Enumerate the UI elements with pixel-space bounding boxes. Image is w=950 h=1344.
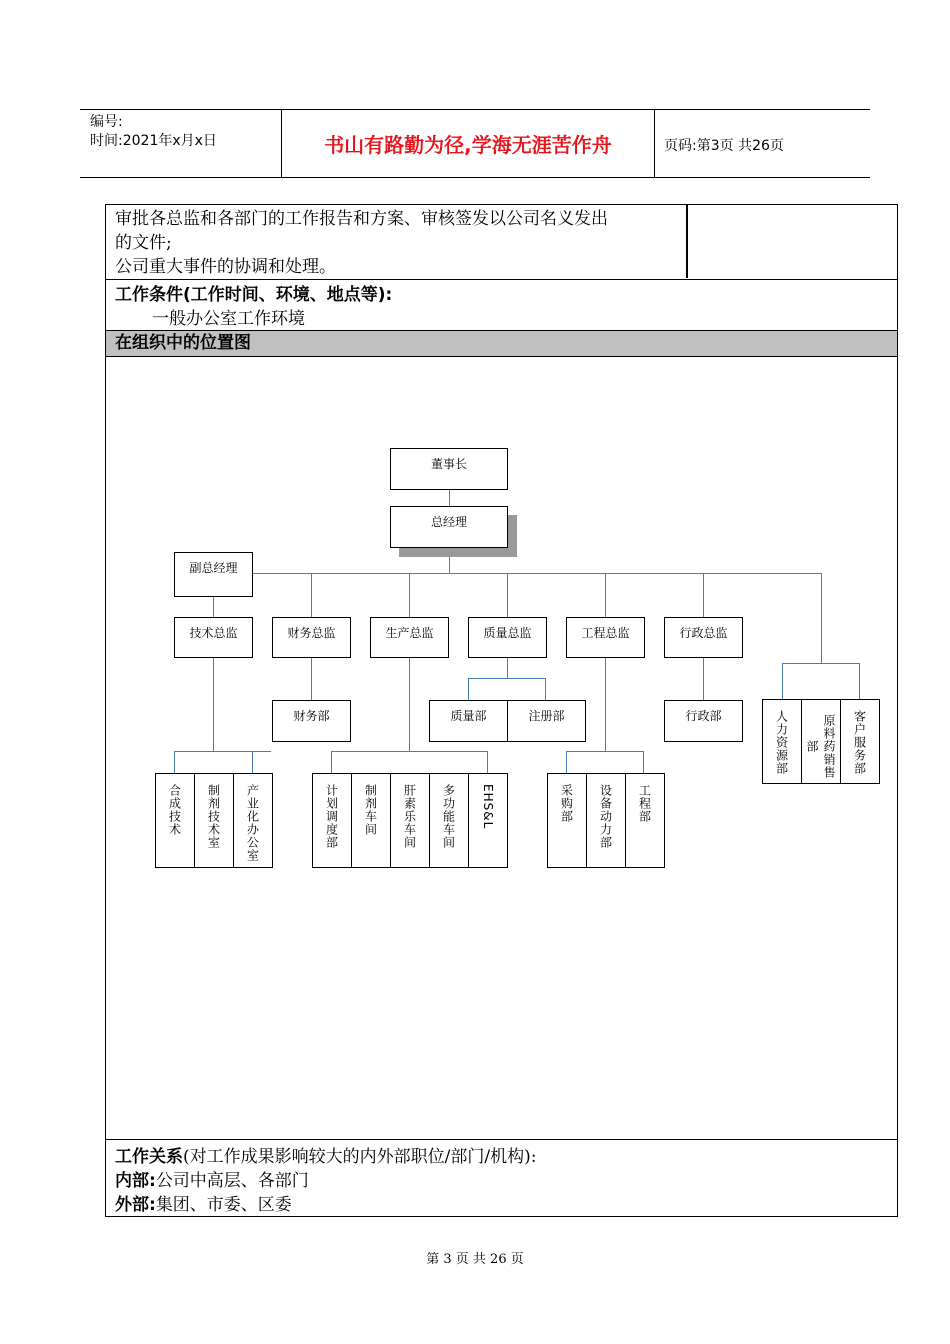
connector-line: [859, 663, 860, 699]
duties-line-1: 审批各总监和各部门的工作报告和方案、审核签发以公司名义发出: [115, 209, 608, 229]
api-sales-dept-label: 原料药销售部: [805, 714, 836, 779]
formulation-workshop-label: 制剂车间: [363, 784, 378, 836]
quality-director-box: 质量总监: [468, 617, 547, 658]
planning-dispatch-label: 计划调度部: [324, 784, 339, 849]
admin-director-box: 行政总监: [664, 617, 743, 658]
formulation-tech-room-box: [194, 773, 234, 868]
industrialization-office-box: [233, 773, 273, 868]
connector-line: [409, 573, 410, 617]
equipment-power-dept-label: 设备动力部: [598, 784, 613, 849]
duties-line-3: 公司重大事件的协调和处理。: [115, 257, 336, 277]
connector-line: [213, 597, 214, 617]
deputy-general-manager-box: 副总经理: [174, 552, 253, 597]
relations-title: 工作关系: [115, 1147, 183, 1167]
connector-line: [782, 663, 783, 699]
position-title: 在组织中的位置图: [115, 333, 251, 353]
relations-note: (对工作成果影响较大的内外部职位/部门/机构):: [183, 1147, 537, 1167]
connector-line: [545, 678, 546, 700]
procurement-dept-label: 采购部: [559, 784, 574, 823]
hr-dept-box: [762, 699, 802, 784]
heparin-workshop-label: 肝素乐车间: [402, 784, 417, 849]
connector-line: [643, 751, 644, 773]
synthesis-tech-box: [155, 773, 195, 868]
connector-line: [507, 573, 508, 617]
connector-line: [821, 573, 822, 663]
header-page-info: 页码:第3页 共26页: [664, 138, 784, 154]
connector-line: [566, 751, 567, 773]
connector-line: [174, 751, 271, 752]
connector-line: [703, 658, 704, 700]
document-number-label: 编号:: [90, 114, 123, 130]
connector-line: [174, 751, 175, 773]
internal-value: 公司中高层、各部门: [155, 1171, 309, 1191]
external-value: 集团、市委、区委: [155, 1195, 292, 1215]
connector-line: [703, 573, 704, 617]
engineering-dept-box: [625, 773, 665, 868]
formulation-workshop-box: [351, 773, 391, 868]
industrialization-office-label: 产业化办公室: [245, 784, 260, 862]
page-footer: 第 3 页 共 26 页: [426, 1252, 524, 1267]
external-relations: [115, 1194, 292, 1217]
document-time: 时间:2021年x月x日: [90, 133, 217, 149]
conditions-value: 一般办公室工作环境: [152, 309, 305, 329]
formulation-tech-room-label: 制剂技术室: [206, 784, 221, 849]
header-motto: 书山有路勤为径,学海无涯苦作舟: [324, 133, 612, 157]
api-sales-dept-box: [801, 699, 841, 784]
multifunction-workshop-box: [429, 773, 469, 868]
connector-line: [252, 751, 253, 773]
connector-line: [782, 663, 860, 664]
connector-line: [468, 678, 546, 679]
connector-line: [331, 751, 332, 773]
chairman-box: 董事长: [390, 448, 508, 490]
customer-service-dept-label: 客户服务部: [852, 710, 867, 775]
conditions-title: 工作条件(工作时间、环境、地点等):: [115, 285, 393, 305]
connector-line: [311, 573, 312, 617]
internal-relations: [115, 1170, 309, 1193]
table-rule: [105, 1139, 898, 1140]
connector-line: [311, 658, 312, 700]
quality-dept-box: 质量部: [429, 700, 508, 742]
connector-line: [468, 678, 469, 700]
hr-dept-label: 人力资源部: [774, 710, 789, 775]
relations-heading: [115, 1146, 536, 1169]
connector-line: [213, 658, 214, 751]
connector-line: [409, 658, 410, 751]
finance-dept-box: 财务部: [272, 700, 351, 742]
engineering-dept-label: 工程部: [637, 784, 652, 823]
technical-director-box: 技术总监: [174, 617, 253, 658]
connector-line: [566, 751, 644, 752]
customer-service-dept-box: [840, 699, 880, 784]
procurement-dept-box: [547, 773, 587, 868]
internal-label: 内部:: [115, 1171, 156, 1191]
connector-line: [605, 658, 606, 751]
duties-line-2: 的文件;: [115, 233, 172, 253]
equipment-power-dept-box: [586, 773, 626, 868]
finance-director-box: 财务总监: [272, 617, 351, 658]
admin-dept-box: 行政部: [664, 700, 743, 742]
heparin-workshop-box: [390, 773, 430, 868]
synthesis-tech-label: 合成技术: [167, 784, 182, 836]
multifunction-workshop-label: 多功能车间: [441, 784, 456, 849]
general-manager-box: 总经理: [390, 506, 508, 548]
production-director-box: 生产总监: [370, 617, 449, 658]
external-label: 外部:: [115, 1195, 156, 1215]
planning-dispatch-box: [312, 773, 352, 868]
connector-line: [252, 573, 822, 574]
connector-line: [331, 751, 488, 752]
connector-line: [605, 573, 606, 617]
ehsl-label: EHS&L: [481, 784, 495, 830]
connector-line: [487, 751, 488, 773]
connector-line: [507, 658, 508, 678]
engineering-director-box: 工程总监: [566, 617, 645, 658]
ehsl-box: [468, 773, 508, 868]
registration-dept-box: 注册部: [507, 700, 586, 742]
connector-line: [449, 489, 450, 506]
